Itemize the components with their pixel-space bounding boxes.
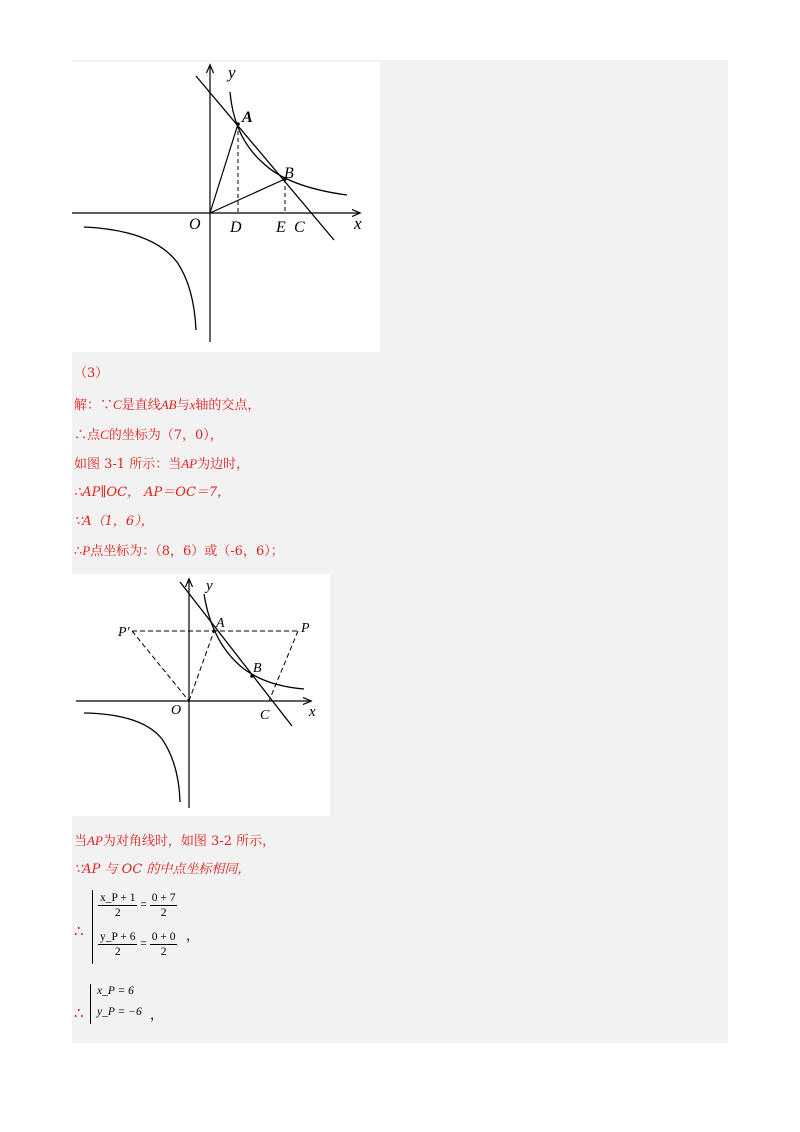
case1-suffix: 为边时， xyxy=(197,457,250,472)
eq1-left-fraction xyxy=(98,891,137,920)
segment-oa xyxy=(189,631,214,701)
label-a: A xyxy=(216,616,225,631)
eq2-right-num: 0 + 0 xyxy=(151,931,176,943)
equation-2: $\frac{y\_P + 6}{2}$ = $\frac{0 + 0}{2}$ xyxy=(100,931,176,958)
parallel-line: ∴AP∥OC， AP＝OC＝7， xyxy=(74,485,231,500)
figure-3-svg xyxy=(72,62,380,352)
hyperbola-left-branch xyxy=(84,227,196,330)
coord-line xyxy=(74,426,223,445)
eq1-left-den: 2 xyxy=(114,907,121,919)
eq1-right-den: 2 xyxy=(160,907,167,919)
label-c: C xyxy=(294,219,305,236)
equation-1: $\frac{x\_P + 1}{2}$ = $\frac{0 + 7}{2}$ xyxy=(100,892,176,919)
coord-c: C xyxy=(100,427,109,442)
line-ab xyxy=(180,582,292,726)
therefore-symbol-1: ∴ xyxy=(74,924,84,940)
case1-ap: AP xyxy=(181,456,198,471)
eq2-right-den: 2 xyxy=(160,946,167,958)
origin-label: O xyxy=(189,216,201,233)
intro-suffix: 轴的交点， xyxy=(195,398,261,413)
result-y: y_P = −6 xyxy=(97,1006,142,1018)
eq2-left-fraction xyxy=(98,930,137,959)
label-b: B xyxy=(253,661,262,676)
point-a xyxy=(236,122,240,126)
therefore-symbol-2: ∴ xyxy=(74,1006,84,1022)
comma-2: ， xyxy=(150,1007,164,1022)
label-a: A xyxy=(242,109,253,126)
part-label: （3） xyxy=(74,366,109,381)
result1-p: P xyxy=(82,543,91,558)
eq1-right-num: 0 + 7 xyxy=(151,892,176,904)
system-brace-2 xyxy=(90,984,91,1024)
intro-mid: 是直线 xyxy=(121,398,161,413)
label-p-prime: P′ xyxy=(118,625,130,640)
segment-p-prime-o xyxy=(132,631,189,701)
eq2-left-den: 2 xyxy=(114,946,121,958)
case1-prefix: 如图 3-1 所示：当 xyxy=(74,457,182,472)
x-label: x xyxy=(309,704,316,720)
point-a-line: ∵A（1，6）， xyxy=(74,514,154,529)
line-ab xyxy=(196,76,334,240)
intro-ab: AB xyxy=(160,397,177,412)
result-x: x_P = 6 xyxy=(97,985,134,997)
label-p: P xyxy=(301,621,310,636)
result1-line xyxy=(74,542,284,561)
eq2-left-num: y_P + 6 xyxy=(100,931,136,943)
label-d: D xyxy=(230,219,242,236)
eq1-left-num: x_P + 1 xyxy=(100,892,136,904)
case2-prefix: 当 xyxy=(74,834,88,849)
label-c: C xyxy=(260,708,270,723)
figure-3-1 xyxy=(72,574,330,816)
system-brace-1 xyxy=(92,890,93,964)
y-label: y xyxy=(206,578,213,594)
segment-oa xyxy=(210,124,238,213)
intro-line xyxy=(74,396,260,415)
figure-3-1-svg xyxy=(72,574,330,816)
intro-x: x xyxy=(189,397,196,412)
intro-c: C xyxy=(113,397,122,412)
eq1-right-fraction xyxy=(150,891,178,920)
hyperbola-left-branch xyxy=(84,713,180,802)
intro-mid2: 与 xyxy=(176,398,190,413)
case2-suffix: 为对角线时，如图 3-2 所示， xyxy=(102,834,276,849)
case1-line xyxy=(74,455,249,474)
midpoint-line: ∵AP 与 OC 的中点坐标相同， xyxy=(74,862,251,877)
comma-1: ， xyxy=(186,928,200,943)
coord-suffix: 的坐标为（7，0）， xyxy=(108,428,223,443)
result1-suffix: 点坐标为：（8，6）或（-6，6）； xyxy=(90,544,284,559)
x-label: x xyxy=(354,214,362,233)
segment-pc xyxy=(269,631,298,701)
figure-3 xyxy=(72,62,380,352)
y-label: y xyxy=(228,63,236,82)
label-e: E xyxy=(276,219,286,236)
origin-label: O xyxy=(171,703,182,718)
result1-prefix: ∴ xyxy=(74,544,83,559)
eq2-right-fraction xyxy=(150,930,178,959)
segment-ob xyxy=(210,179,285,213)
coord-prefix: ∴点 xyxy=(74,428,101,443)
intro-prefix: 解：∵ xyxy=(74,398,114,413)
case2-line xyxy=(74,832,275,851)
label-b: B xyxy=(284,165,294,182)
case2-ap: AP xyxy=(87,833,103,848)
